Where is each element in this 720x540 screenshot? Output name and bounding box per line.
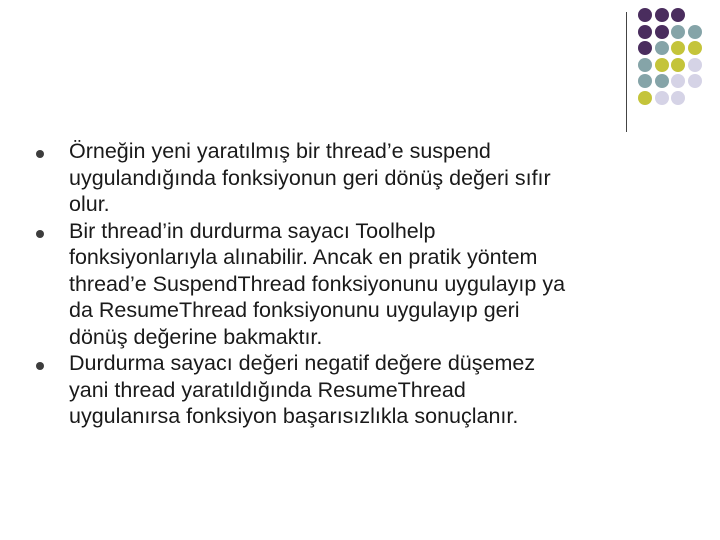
- decorative-dot: [671, 8, 685, 22]
- decorative-dot: [671, 41, 685, 55]
- decorative-dot: [655, 8, 669, 22]
- decorative-dot: [671, 91, 685, 105]
- bullet-dot-icon: [36, 362, 44, 370]
- bullet-dot-icon: [36, 150, 44, 158]
- bullet-dot-icon: [36, 230, 44, 238]
- decorative-dot: [638, 74, 652, 88]
- decorative-dot: [638, 8, 652, 22]
- bullet-text: Bir thread’in durdurma sayacı Toolhelp fonksiyonlarıyla alınabilir. Ancak en pratik yöntem thread’e SuspendThread fonksiyonunu uygulayıp ya da ResumeThread fonksiyonunu uygulayıp geri dönüş değerine bakmaktır.: [69, 218, 566, 349]
- bullet-item: [0, 138, 720, 218]
- bullet-text: Durdurma sayacı değeri negatif değere düşemez yani thread yaratıldığında ResumeThread uygulanırsa fonksiyon başarısızlıkla sonuçlanır.: [69, 351, 536, 428]
- decorative-dot: [655, 58, 669, 72]
- decorative-dot-grid: [638, 8, 718, 110]
- decorative-dot: [655, 41, 669, 55]
- decorative-dot: [638, 41, 652, 55]
- bullet-item: [0, 218, 720, 351]
- decorative-dot: [671, 58, 685, 72]
- decorative-dot: [688, 25, 702, 39]
- decorative-dot: [688, 41, 702, 55]
- bullet-item: [0, 350, 720, 430]
- decorative-dot: [671, 25, 685, 39]
- decorative-dot: [688, 74, 702, 88]
- decorative-dot: [638, 25, 652, 39]
- decorative-dot: [688, 58, 702, 72]
- decorative-dot: [671, 74, 685, 88]
- divider-line: [626, 12, 627, 132]
- decorative-dot: [638, 58, 652, 72]
- bullet-list: [0, 138, 720, 430]
- decorative-dot: [655, 25, 669, 39]
- decorative-dot: [655, 74, 669, 88]
- bullet-text: Örneğin yeni yaratılmış bir thread’e suspend uygulandığında fonksiyonun geri dönüş değeri sıfır olur.: [69, 139, 551, 216]
- decorative-dot: [655, 91, 669, 105]
- decorative-dot: [638, 91, 652, 105]
